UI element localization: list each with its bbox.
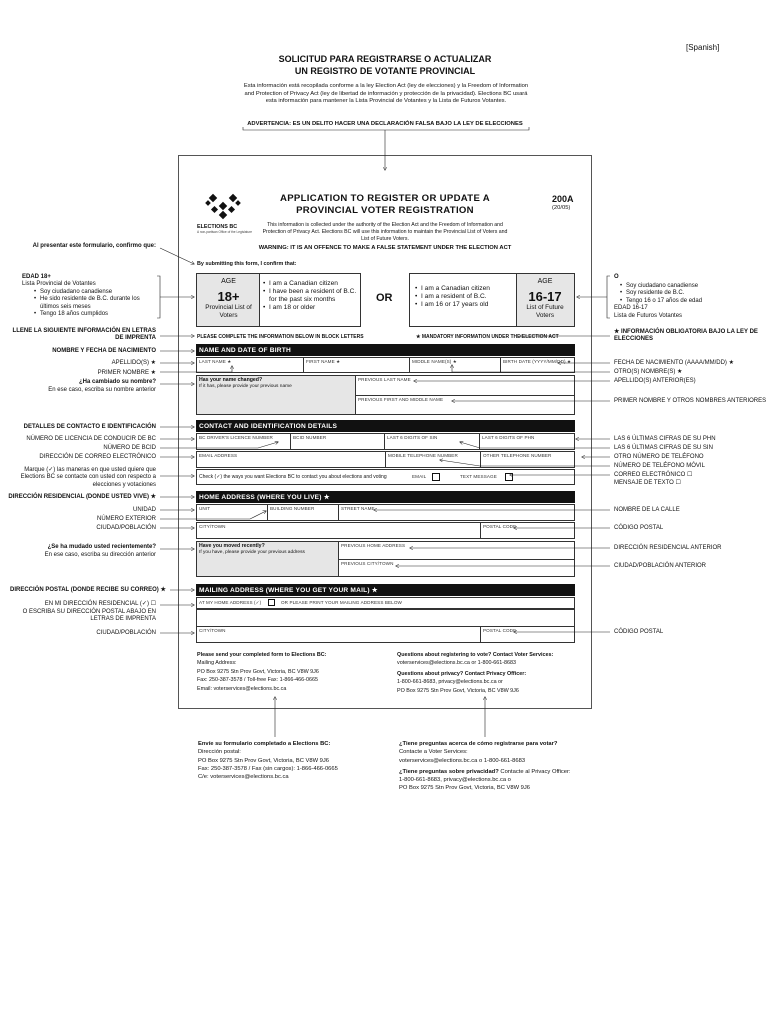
birth-date-field[interactable]: BIRTH DATE (YYYY/MM/DD) ★: [500, 357, 575, 373]
right-dob: FECHA DE NACIMIENTO (AAAA/MM/DD) ★: [614, 360, 734, 366]
form-title-line1: APPLICATION TO REGISTER OR UPDATE A: [279, 193, 491, 204]
right-mail-postal: CÓDIGO POSTAL: [614, 629, 664, 635]
left-last-name: APELLIDO(S) ★: [111, 360, 156, 366]
left-unit: UNIDAD: [132, 507, 156, 513]
name-section-header: NAME AND DATE OF BIRTH: [196, 344, 575, 356]
right-prev-last: APELLIDO(S) ANTERIOR(ES): [614, 378, 696, 384]
or-label: OR: [376, 292, 393, 304]
spanish-title-line1: SOLICITUD PARA REGISTRARSE O ACTUALIZAR: [278, 54, 492, 64]
previous-home-field[interactable]: PREVIOUS HOME ADDRESS: [338, 541, 575, 560]
left-contact: DETALLES DE CONTACTO E IDENTIFICACIÓN: [23, 424, 156, 430]
spanish-title-line2: UN REGISTRO DE VOTANTE PROVINCIAL: [294, 66, 476, 76]
spanish-intro: Esta información está recopilada conforme a la ley Election Act (ley de elecciones) y la Freedom of Information and Protection of Privacy Act (ley de libertad de información y protección de la privacidad). Elections BC usará esta información para mantener la Lista Provincial de Votantes y la Lista de Futuros Votantes.: [243, 83, 529, 105]
last-name-field[interactable]: LAST NAME ★: [196, 357, 304, 373]
future-list-label: List of Future Voters: [526, 304, 564, 319]
name-changed-box: Has your name changed? If it has, please provide your previous name: [196, 375, 356, 415]
provincial-list-label: Provincial List of Voters: [205, 304, 252, 319]
left-mail: DIRECCIÓN POSTAL (DONDE RECIBE SU CORREO) ★: [10, 587, 166, 593]
mailing-city-field[interactable]: CITY/TOWN: [196, 626, 481, 643]
left-city: CIUDAD/POBLACIÓN: [96, 525, 156, 531]
unit-field[interactable]: UNIT: [196, 504, 268, 521]
left-check: Marque (✓) las maneras en que usted quiere que Elections BC se contacte con usted con respecto a elecciones y votaciones: [20, 467, 156, 488]
mandatory-note: ★ MANDATORY INFORMATION UNDER THE ELECTION ACT: [416, 334, 559, 340]
previous-city-field[interactable]: PREVIOUS CITY/TOWN: [338, 559, 575, 577]
other-telephone-field[interactable]: OTHER TELEPHONE NUMBER: [480, 451, 575, 468]
questions-block: Questions about registering to vote? Contact Voter Services: voterservices@elections.bc.ca or 1-800-661-8683 Questions about privacy? Contact Privacy Officer: 1-800-661-8683, privacy@elections.bc.ca or PO Box 9275 Stn Prov Govt, Victoria, BC V8W 9J6: [397, 652, 554, 694]
contact-section-header: CONTACT AND IDENTIFICATION DETAILS: [196, 420, 575, 432]
form-code: 200A: [552, 194, 574, 204]
bcid-field[interactable]: BCID NUMBER: [290, 433, 385, 450]
right-sin: LAS 6 ÚLTIMAS CIFRAS DE SU SIN: [614, 445, 713, 451]
mailing-postal-field[interactable]: POSTAL CODE: [480, 626, 575, 643]
form-intro: This information is collected under the authority of the Election Act and the Freedom of Information and Protection of Privacy Act. Elections BC will use this information to maintain the Provincial List of Voters and List of Future Voters.: [262, 222, 508, 243]
right-street: NOMBRE DE LA CALLE: [614, 507, 680, 513]
left-moved-sub: En ese caso, escriba su dirección anterior: [44, 552, 156, 558]
form-title-line2: PROVINCIAL VOTER REGISTRATION: [296, 205, 474, 216]
right-postal: CÓDIGO POSTAL: [614, 525, 664, 531]
send-form-block: Please send your completed form to Elections BC: Mailing Address: PO Box 9275 Stn Prov Govt, Victoria, BC V8W 9J6 Fax: 250-387-3578 / Toll-free Fax: 1-866-466-0665 Email: voterservices@elections.bc.ca: [197, 652, 327, 692]
home-section-header: HOME ADDRESS (WHERE YOU LIVE) ★: [196, 491, 575, 503]
right-age16-block: • Soy ciudadano canadiense • Soy residente de B.C. • Tengo 16 o 17 años de edad EDAD 16-17 Lista de Futuros Votantes: [614, 283, 764, 320]
left-at-home: EN MI DIRECCIÓN RESIDENCIAL (✓) ☐: [44, 601, 156, 607]
right-email-check: CORREO ELECTRÓNICO ☐: [614, 472, 693, 478]
right-other-names: OTRO(S) NOMBRE(S) ★: [614, 369, 683, 375]
right-text-check: MENSAJE DE TEXTO ☐: [614, 480, 681, 486]
right-mobile: NÚMERO DE TELÉFONO MÓVIL: [614, 463, 705, 469]
logo-name: ELECTIONS BC: [197, 224, 238, 230]
middle-name-field[interactable]: MIDDLE NAME(S) ★: [409, 357, 501, 373]
left-name-changed-sub: En ese caso, escriba su nombre anterior: [48, 387, 156, 393]
criteria-item: • I am a Canadian citizen: [263, 280, 360, 288]
email-field[interactable]: EMAIL ADDRESS: [196, 451, 386, 468]
left-mail-city: CIUDAD/POBLACIÓN: [96, 630, 156, 636]
criteria-item: • I have been a resident of B.C. for the past six months: [263, 288, 360, 304]
left-home: DIRECCIÓN RESIDENCIAL (DONDE USTED VIVE) ★: [8, 494, 156, 500]
first-name-field[interactable]: FIRST NAME ★: [303, 357, 410, 373]
age-16-value: 16-17: [528, 289, 562, 304]
age-label: AGE: [221, 278, 236, 285]
moved-recently-box: Have you moved recently? If you have, please provide your previous address: [196, 541, 339, 577]
building-number-field[interactable]: BUILDING NUMBER: [267, 504, 339, 521]
right-or: O: [614, 274, 619, 280]
block-letters-note: PLEASE COMPLETE THE INFORMATION BELOW IN BLOCK LETTERS: [197, 334, 364, 340]
city-field[interactable]: CITY/TOWN: [196, 522, 481, 539]
form-code-date: (20/05): [552, 205, 571, 211]
criteria-item: • I am a Canadian citizen: [415, 285, 515, 293]
criteria-item: • I am 18 or older: [263, 304, 360, 312]
contact-preference-row: Check (✓) the ways you want Elections BC to contact you about elections and voting EMAIL TEXT MESSAGE: [196, 469, 575, 485]
street-name-field[interactable]: STREET NAME: [338, 504, 575, 521]
left-email: DIRECCIÓN DE CORREO ELECTRÓNICO: [39, 454, 156, 460]
right-mandatory: ★ INFORMACIÓN OBLIGATORIA BAJO LA LEY DE ELECCIONES: [614, 329, 758, 343]
left-moved: ¿Se ha mudado usted recientemente?: [47, 544, 156, 550]
form-warning: WARNING: IT IS AN OFFENCE TO MAKE A FALSE STATEMENT UNDER THE ELECTION ACT: [258, 245, 512, 251]
left-bcid: NÚMERO DE BCID: [103, 445, 156, 451]
right-prev-city: CIUDAD/POBLACIÓN ANTERIOR: [614, 563, 707, 569]
mailing-section-header: MAILING ADDRESS (WHERE YOU GET YOUR MAIL) ★: [196, 584, 575, 596]
logo-subtitle: A non-partisan Office of the Legislature: [197, 230, 253, 234]
left-or-print: O ESCRIBA SU DIRECCIÓN POSTAL ABAJO EN LETRAS DE IMPRENTA: [22, 609, 156, 623]
mobile-field[interactable]: MOBILE TELEPHONE NUMBER: [385, 451, 481, 468]
right-prev-first: PRIMER NOMBRE Y OTROS NOMBRES ANTERIORES: [614, 398, 767, 404]
left-name-changed: ¿Ha cambiado su nombre?: [78, 379, 156, 385]
bottom-send-block: Envíe su formulario completado a Elections BC: Dirección postal: PO Box 9275 Stn Prov Govt, Victoria, BC V8W 9J6 Fax: 250-387-3578 / Fax (sin cargos): 1-866-466-0665 C/e: voterservices@elections.bc.ca: [198, 741, 338, 781]
previous-last-name-field[interactable]: PREVIOUS LAST NAME: [355, 375, 575, 396]
left-age18-block: EDAD 18+ Lista Provincial de Votantes • Soy ciudadano canadiense • He sido residente de B.C. durante los últimos seis meses • Tengo 18 años cumplidos: [22, 274, 156, 318]
at-home-row: AT MY HOME ADDRESS (✓) OR PLEASE PRINT YOUR MAILING ADDRESS BELOW: [196, 597, 575, 609]
right-prev-home: DIRECCIÓN RESIDENCIAL ANTERIOR: [614, 545, 722, 551]
left-name-dob: NOMBRE Y FECHA DE NACIMIENTO: [52, 348, 156, 354]
left-dl: NÚMERO DE LICENCIA DE CONDUCIR DE BC: [26, 436, 156, 442]
left-confirm: Al presentar este formulario, confirmo que:: [32, 243, 156, 249]
sin-field[interactable]: LAST 6 DIGITS OF SIN: [384, 433, 480, 450]
phn-field[interactable]: LAST 6 DIGITS OF PHN: [479, 433, 575, 450]
previous-first-name-field[interactable]: PREVIOUS FIRST AND MIDDLE NAME: [355, 395, 575, 415]
criteria-item: • I am a resident of B.C.: [415, 293, 515, 301]
left-block-letters: LLENE LA SIGUIENTE INFORMACIÓN EN LETRAS DE IMPRENTA: [12, 328, 156, 342]
postal-code-field[interactable]: POSTAL CODE: [480, 522, 575, 539]
left-first-name: PRIMER NOMBRE ★: [97, 370, 156, 376]
bottom-questions-block: ¿Tiene preguntas acerca de cómo registrarse para votar? Contacte a Voter Services: voterservices@elections.bc.ca o 1-800-661-8683 ¿Tiene preguntas sobre privacidad? Contacte al Privacy Officer: 1-800-661-8683, privacy@elections.bc.ca o PO Box 9275 Stn Prov Govt, Victoria, BC V8W 9J6: [399, 741, 571, 792]
language-tag: [Spanish]: [686, 43, 720, 52]
drivers-licence-field[interactable]: BC DRIVER'S LICENCE NUMBER: [196, 433, 291, 450]
right-phn: LAS 6 ÚLTIMAS CIFRAS DE SU PHN: [614, 436, 716, 442]
confirm-text: By submitting this form, I confirm that:: [197, 261, 297, 267]
left-exterior: NÚMERO EXTERIOR: [96, 516, 156, 522]
right-other-tel: OTRO NÚMERO DE TELÉFONO: [614, 454, 704, 460]
age-18-value: 18+: [217, 289, 240, 304]
age-label: AGE: [537, 278, 553, 285]
spanish-warning: ADVERTENCIA: ES UN DELITO HACER UNA DECLARACIÓN FALSA BAJO LA LEY DE ELECCIONES: [247, 121, 523, 127]
criteria-item: • I am 16 or 17 years old: [415, 301, 515, 309]
